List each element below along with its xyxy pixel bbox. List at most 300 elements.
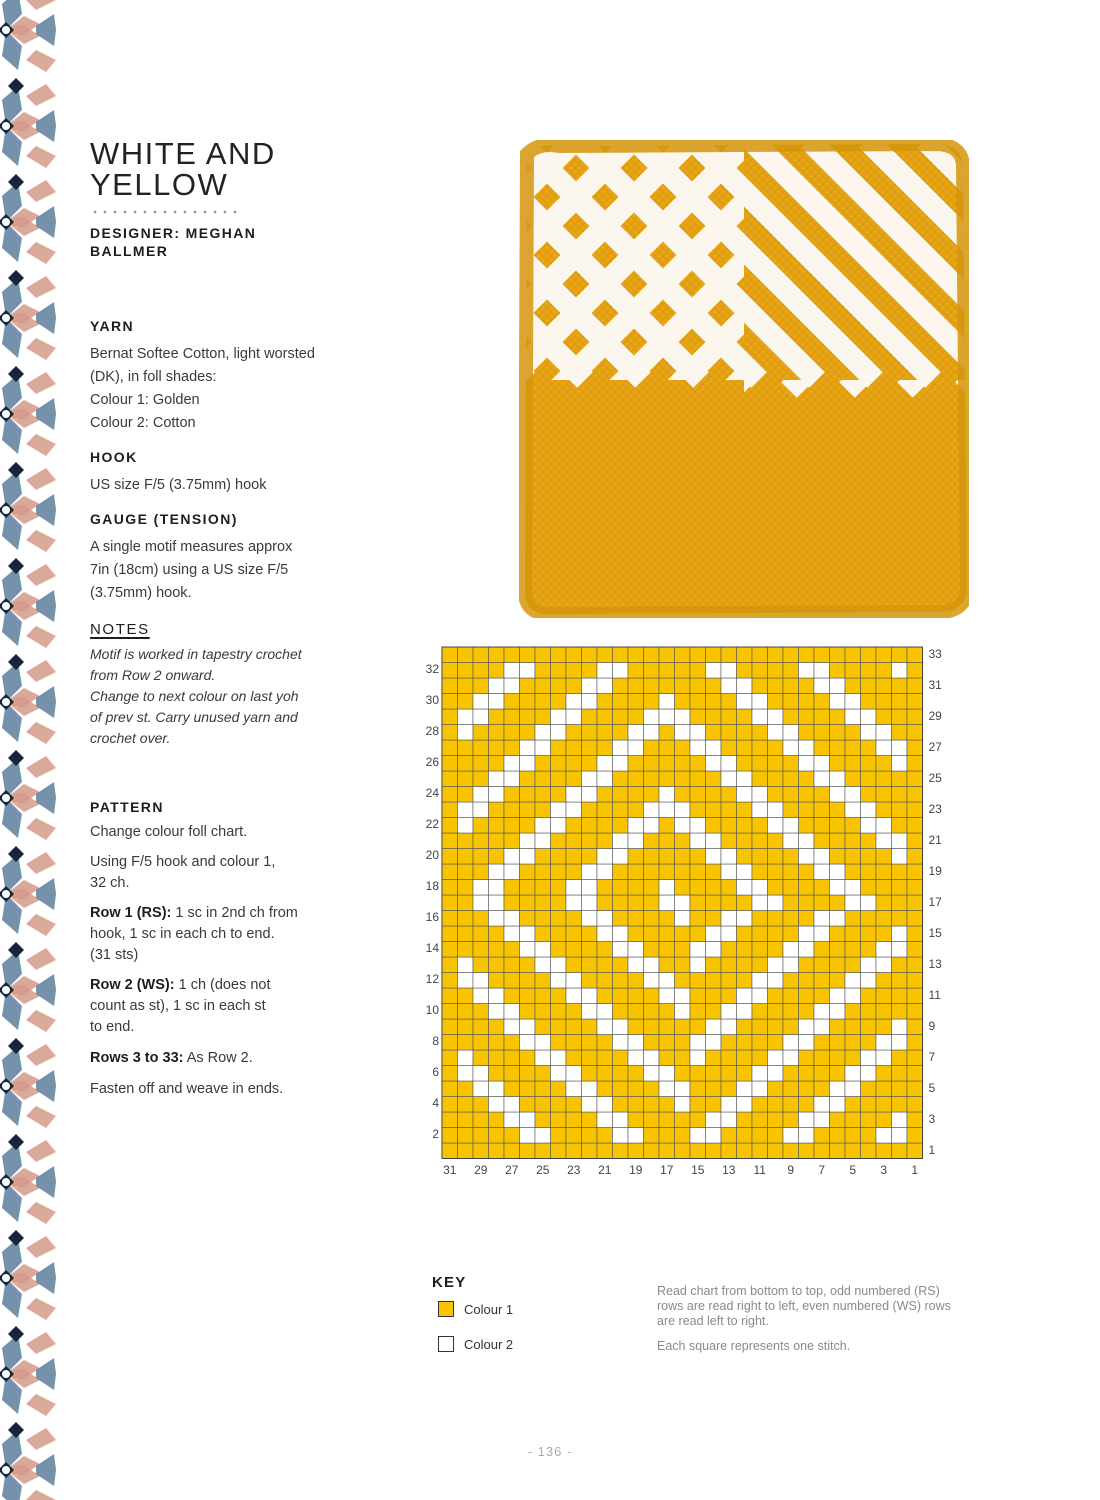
chart-cell — [861, 725, 877, 741]
chart-cell — [814, 957, 830, 973]
chart-cell — [706, 1081, 722, 1097]
chart-cell — [644, 771, 660, 787]
chart-cell — [597, 663, 613, 679]
chart-cell — [535, 1112, 551, 1128]
chart-cell — [768, 942, 784, 958]
chart-cell — [675, 1097, 691, 1113]
chart-cell — [876, 942, 892, 958]
chart-cell — [845, 1004, 861, 1020]
chart-cell — [814, 988, 830, 1004]
chart-cell — [520, 771, 536, 787]
chart-cell — [752, 1004, 768, 1020]
chart-cell — [458, 740, 474, 756]
chart-cell — [768, 1112, 784, 1128]
chart-cell — [799, 957, 815, 973]
chart-cell — [830, 973, 846, 989]
chart-cell — [551, 1066, 567, 1082]
chart-cell — [737, 911, 753, 927]
title-line-2: YELLOW — [90, 167, 229, 202]
chart-cell — [504, 957, 520, 973]
chart-cell — [473, 1004, 489, 1020]
chart-cell — [504, 725, 520, 741]
chart-cell — [504, 1066, 520, 1082]
chart-cell — [830, 787, 846, 803]
chart-cell — [535, 694, 551, 710]
chart-cell — [644, 1050, 660, 1066]
chart-cell — [566, 1143, 582, 1159]
chart-cell — [442, 911, 458, 927]
chart-cell — [876, 880, 892, 896]
row-number-label: 19 — [928, 863, 942, 878]
chart-cell — [675, 709, 691, 725]
chart-cell — [783, 1097, 799, 1113]
chart-cell — [892, 1128, 908, 1144]
chart-cell — [644, 709, 660, 725]
row-number-label: 27 — [928, 739, 942, 754]
chart-grid — [410, 640, 970, 1185]
chart-cell — [876, 1019, 892, 1035]
chart-cell — [458, 911, 474, 927]
chart-cell — [628, 911, 644, 927]
chart-cell — [814, 1097, 830, 1113]
chart-cell — [892, 942, 908, 958]
chart-cell — [690, 725, 706, 741]
chart-cell — [520, 663, 536, 679]
chart-cell — [752, 895, 768, 911]
row-number-label: 14 — [425, 941, 439, 956]
chart-cell — [597, 1050, 613, 1066]
chart-cell — [706, 942, 722, 958]
chart-cell — [535, 818, 551, 834]
chart-cell — [814, 833, 830, 849]
chart-cell — [768, 709, 784, 725]
chart-cell — [861, 1081, 877, 1097]
row-number-label: 26 — [425, 755, 439, 770]
chart-cell — [690, 880, 706, 896]
chart-cell — [892, 771, 908, 787]
chart-cell — [628, 787, 644, 803]
chart-cell — [613, 802, 629, 818]
chart-cell — [814, 1112, 830, 1128]
row-number-label: 1 — [928, 1142, 936, 1157]
chart-cell — [690, 678, 706, 694]
chart-cell — [706, 1112, 722, 1128]
row-number-label: 31 — [928, 677, 942, 692]
chart-cell — [489, 1019, 505, 1035]
chart-cell — [876, 926, 892, 942]
chart-cell — [613, 911, 629, 927]
chart-cell — [830, 880, 846, 896]
chart-cell — [628, 1050, 644, 1066]
chart-cell — [520, 647, 536, 663]
chart-cell — [442, 663, 458, 679]
chart-cell — [737, 942, 753, 958]
chart-cell — [675, 942, 691, 958]
chart-cell — [473, 694, 489, 710]
chart-cell — [876, 740, 892, 756]
chart-cell — [551, 1128, 567, 1144]
chart-cell — [582, 911, 598, 927]
chart-cell — [907, 1019, 923, 1035]
chart-cell — [520, 926, 536, 942]
chart-cell — [690, 1112, 706, 1128]
chart-cell — [814, 911, 830, 927]
chart-cell — [520, 1019, 536, 1035]
chart-cell — [644, 942, 660, 958]
chart-cell — [489, 973, 505, 989]
chart-cell — [597, 802, 613, 818]
chart-cell — [799, 880, 815, 896]
chart-cell — [876, 833, 892, 849]
chart-cell — [814, 725, 830, 741]
chart-cell — [489, 725, 505, 741]
chart-cell — [458, 864, 474, 880]
chart-cell — [845, 678, 861, 694]
chart-cell — [799, 756, 815, 772]
chart-cell — [535, 802, 551, 818]
chart-cell — [458, 1097, 474, 1113]
chart-cell — [659, 1035, 675, 1051]
chart-cell — [675, 756, 691, 772]
chart-cell — [442, 1019, 458, 1035]
chart-cell — [690, 911, 706, 927]
chart-cell — [721, 1035, 737, 1051]
chart-cell — [752, 725, 768, 741]
chart-cell — [520, 1081, 536, 1097]
chart-cell — [628, 663, 644, 679]
chart-cell — [876, 1097, 892, 1113]
chart-cell — [721, 1019, 737, 1035]
chart-cell — [489, 647, 505, 663]
chart-cell — [721, 926, 737, 942]
chart-cell — [799, 1019, 815, 1035]
chart-cell — [892, 833, 908, 849]
chart-cell — [582, 802, 598, 818]
chart-cell — [504, 756, 520, 772]
chart-cell — [690, 756, 706, 772]
chart-cell — [907, 1143, 923, 1159]
chart-cell — [892, 988, 908, 1004]
chart-cell — [535, 833, 551, 849]
chart-cell — [458, 1066, 474, 1082]
chart-cell — [721, 787, 737, 803]
chart-cell — [706, 895, 722, 911]
chart-cell — [473, 1050, 489, 1066]
chart-cell — [799, 725, 815, 741]
chart-cell — [783, 880, 799, 896]
chart-cell — [752, 1050, 768, 1066]
chart-cell — [830, 1066, 846, 1082]
chart-cell — [489, 802, 505, 818]
gauge-line: A single motif measures approx — [90, 539, 293, 555]
chart-cell — [520, 957, 536, 973]
chart-cell — [907, 1035, 923, 1051]
chart-cell — [535, 1035, 551, 1051]
chart-cell — [768, 1097, 784, 1113]
chart-cell — [458, 926, 474, 942]
chart-cell — [675, 1019, 691, 1035]
chart-cell — [566, 694, 582, 710]
chart-cell — [489, 1128, 505, 1144]
chart-cell — [613, 895, 629, 911]
row-number-label: 11 — [928, 987, 941, 1002]
key-notes — [657, 1284, 957, 1354]
chart-cell — [721, 911, 737, 927]
chart-cell — [597, 1066, 613, 1082]
chart-cell — [876, 1035, 892, 1051]
chart-cell — [768, 973, 784, 989]
chart-cell — [768, 818, 784, 834]
chart-cell — [442, 678, 458, 694]
pattern-line: 1 sc in 2nd ch from — [171, 905, 298, 921]
chart-cell — [814, 1081, 830, 1097]
gauge-heading: GAUGE (TENSION) — [90, 511, 238, 527]
chart-cell — [907, 833, 923, 849]
chart-cell — [442, 1128, 458, 1144]
chart-cell — [628, 1035, 644, 1051]
chart-cell — [659, 694, 675, 710]
page-number: - 136 - — [527, 1444, 573, 1459]
chart-cell — [876, 1004, 892, 1020]
chart-cell — [907, 864, 923, 880]
chart-cell — [458, 818, 474, 834]
chart-cell — [814, 864, 830, 880]
chart-cell — [489, 1066, 505, 1082]
chart-cell — [613, 818, 629, 834]
chart-cell — [706, 973, 722, 989]
chart-cell — [659, 678, 675, 694]
column-number-label: 19 — [629, 1162, 643, 1177]
chart-cell — [861, 1004, 877, 1020]
chart-cell — [876, 1066, 892, 1082]
chart-cell — [783, 1128, 799, 1144]
chart-cell — [566, 802, 582, 818]
key-title: KEY — [432, 1274, 467, 1291]
chart-cell — [628, 1097, 644, 1113]
chart-cell — [814, 1019, 830, 1035]
chart-cell — [644, 926, 660, 942]
chart-cell — [489, 771, 505, 787]
chart-cell — [690, 787, 706, 803]
yarn-line: Bernat Softee Cotton, light worsted — [90, 346, 315, 362]
chart-cell — [489, 818, 505, 834]
chart-cell — [458, 849, 474, 865]
chart-cell — [845, 709, 861, 725]
chart-cell — [845, 880, 861, 896]
chart-cell — [892, 1004, 908, 1020]
chart-cell — [845, 1050, 861, 1066]
chart-cell — [876, 864, 892, 880]
colour-2-swatch — [438, 1336, 454, 1352]
chart-cell — [907, 911, 923, 927]
chart-cell — [814, 694, 830, 710]
chart-cell — [737, 725, 753, 741]
chart-cell — [582, 1112, 598, 1128]
chart-cell — [830, 1004, 846, 1020]
border-dot — [2, 794, 10, 802]
chart-cell — [628, 756, 644, 772]
column-number-label: 7 — [818, 1162, 826, 1177]
chart-cell — [551, 973, 567, 989]
chart-cell — [644, 663, 660, 679]
chart-cell — [706, 756, 722, 772]
chart-cell — [845, 1097, 861, 1113]
chart-cell — [520, 802, 536, 818]
chart-cell — [644, 957, 660, 973]
chart-cell — [783, 787, 799, 803]
pattern-row-1 — [90, 903, 360, 966]
chart-cell — [721, 1143, 737, 1159]
chart-cell — [489, 709, 505, 725]
chart-cell — [690, 694, 706, 710]
row-number-label: 28 — [425, 724, 439, 739]
chart-cell — [442, 709, 458, 725]
chart-cell — [566, 771, 582, 787]
chart-cell — [582, 957, 598, 973]
chart-cell — [752, 988, 768, 1004]
chart-cell — [783, 647, 799, 663]
chart-cell — [582, 1081, 598, 1097]
chart-cell — [907, 678, 923, 694]
chart-cell — [706, 1143, 722, 1159]
row-number-label: 30 — [425, 693, 439, 708]
chart-cell — [504, 833, 520, 849]
row-number-label: 7 — [928, 1049, 936, 1064]
chart-cell — [752, 663, 768, 679]
chart-cell — [659, 849, 675, 865]
chart-cell — [659, 973, 675, 989]
chart-cell — [799, 1035, 815, 1051]
row-1-label: Row 1 (RS): — [90, 905, 172, 921]
chart-cell — [644, 1004, 660, 1020]
chart-cell — [566, 787, 582, 803]
chart-cell — [535, 709, 551, 725]
chart-cell — [613, 880, 629, 896]
chart-cell — [659, 787, 675, 803]
chart-cell — [520, 694, 536, 710]
chart-cell — [690, 1019, 706, 1035]
chart-cell — [907, 988, 923, 1004]
chart-cell — [675, 911, 691, 927]
chart-cell — [458, 1081, 474, 1097]
chart-cell — [830, 957, 846, 973]
chart-cell — [442, 1035, 458, 1051]
chart-cell — [659, 988, 675, 1004]
chart-cell — [582, 725, 598, 741]
chart-cell — [535, 926, 551, 942]
chart-cell — [520, 756, 536, 772]
chart-cell — [768, 880, 784, 896]
chart-cell — [675, 849, 691, 865]
chart-cell — [442, 1004, 458, 1020]
chart-cell — [830, 725, 846, 741]
chart-cell — [504, 647, 520, 663]
column-number-label: 29 — [474, 1162, 488, 1177]
chart-cell — [582, 973, 598, 989]
chart-cell — [566, 756, 582, 772]
chart-cell — [706, 833, 722, 849]
chart-cell — [814, 678, 830, 694]
chart-cell — [644, 740, 660, 756]
chart-cell — [721, 694, 737, 710]
chart-cell — [907, 802, 923, 818]
chart-cell — [597, 942, 613, 958]
chart-cell — [814, 771, 830, 787]
column-number-label: 5 — [849, 1162, 857, 1177]
column-number-label: 15 — [691, 1162, 705, 1177]
chart-cell — [737, 1004, 753, 1020]
chart-cell — [551, 942, 567, 958]
row-number-label: 13 — [928, 956, 942, 971]
chart-cell — [535, 740, 551, 756]
chart-cell — [675, 1081, 691, 1097]
chart-cell — [861, 911, 877, 927]
chart-cell — [504, 709, 520, 725]
chart-cell — [489, 849, 505, 865]
chart-cell — [690, 663, 706, 679]
row-number-label: 33 — [928, 646, 942, 661]
chart-cell — [752, 957, 768, 973]
chart-cell — [830, 1143, 846, 1159]
chart-cell — [566, 973, 582, 989]
chart-cell — [582, 895, 598, 911]
notes-line: Change to next colour on last yoh — [90, 688, 299, 704]
chart-cell — [520, 849, 536, 865]
chart-cell — [783, 895, 799, 911]
chart-cell — [737, 802, 753, 818]
chart-cell — [597, 647, 613, 663]
chart-cell — [799, 647, 815, 663]
chart-cell — [535, 725, 551, 741]
chart-cell — [830, 849, 846, 865]
chart-cell — [628, 864, 644, 880]
chart-cell — [675, 818, 691, 834]
chart-cell — [551, 1081, 567, 1097]
chart-cell — [768, 787, 784, 803]
chart-cell — [597, 1143, 613, 1159]
chart-cell — [783, 957, 799, 973]
chart-cell — [597, 771, 613, 787]
chart-cell — [597, 1019, 613, 1035]
chart-cell — [442, 756, 458, 772]
chart-cell — [721, 1081, 737, 1097]
chart-cell — [489, 663, 505, 679]
chart-cell — [814, 1143, 830, 1159]
chart-cell — [613, 1066, 629, 1082]
chart-cell — [690, 1128, 706, 1144]
chart-cell — [752, 1097, 768, 1113]
chart-cell — [799, 911, 815, 927]
chart-cell — [892, 787, 908, 803]
chart-cell — [489, 787, 505, 803]
chart-cell — [737, 818, 753, 834]
chart-cell — [814, 787, 830, 803]
chart-cell — [644, 880, 660, 896]
chart-cell — [861, 709, 877, 725]
pattern-finish: Fasten off and weave in ends. — [90, 1081, 284, 1097]
chart-cell — [752, 740, 768, 756]
row-number-label: 8 — [432, 1034, 439, 1049]
chart-cell — [783, 942, 799, 958]
chart-cell — [504, 678, 520, 694]
border-dot — [2, 314, 10, 322]
chart-cell — [768, 911, 784, 927]
chart-cell — [845, 988, 861, 1004]
chart-cell — [535, 895, 551, 911]
chart-cell — [675, 787, 691, 803]
chart-cell — [876, 771, 892, 787]
chart-cell — [535, 973, 551, 989]
